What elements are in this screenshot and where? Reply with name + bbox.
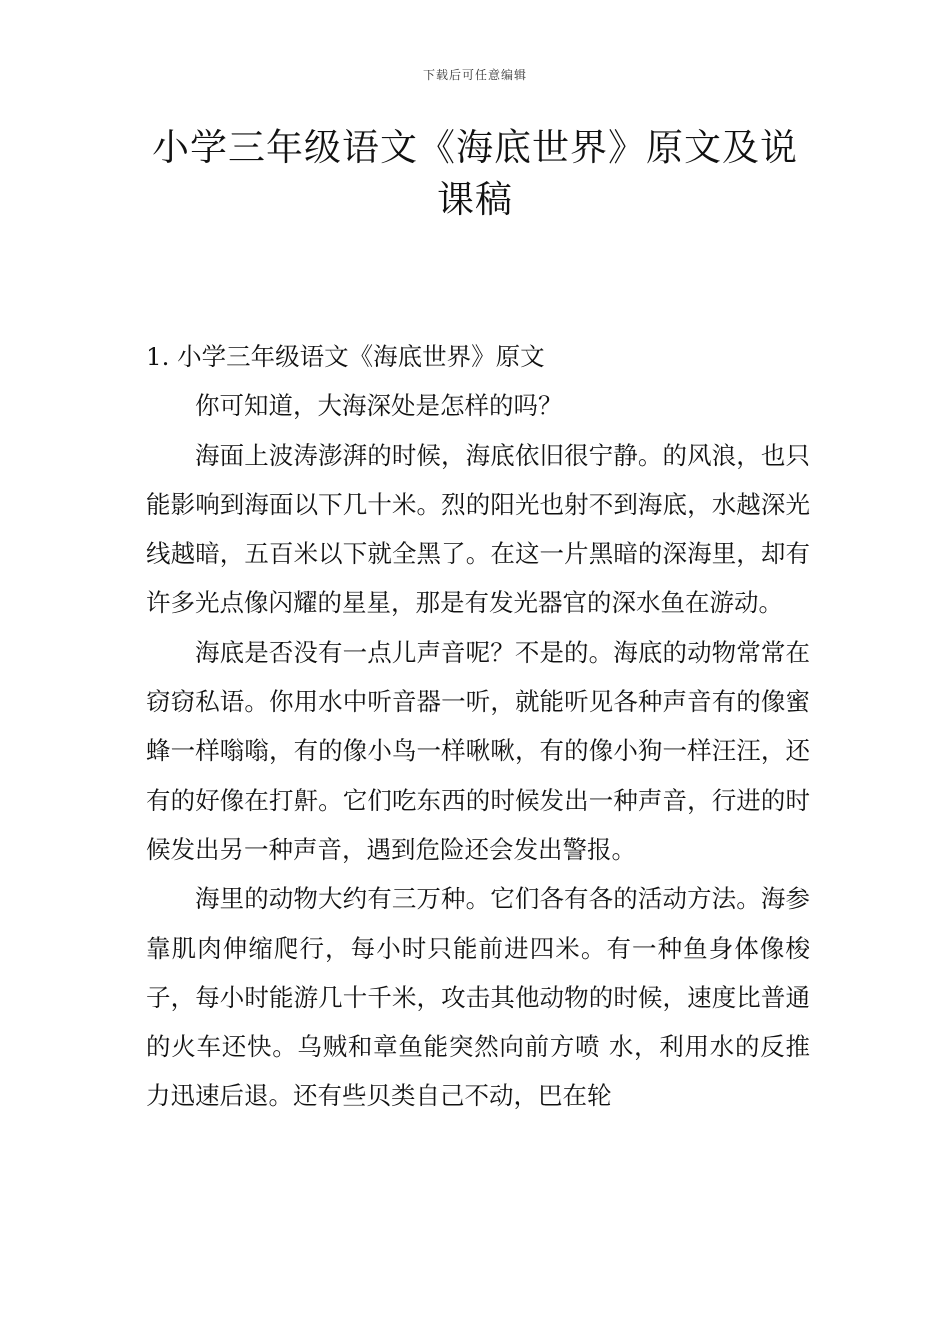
section-heading: 1. 小学三年级语文《海底世界》原文	[146, 342, 545, 371]
document-title: 小学三年级语文《海底世界》原文及说课稿	[152, 126, 798, 221]
download-note: 下载后可任意编辑	[422, 68, 527, 82]
paragraph-intro-question: 你可知道，大海深处是怎样的吗？	[195, 391, 563, 421]
paragraph-deep-sea-sounds: 海底是否没有一点儿声音呢？不是的。海底的动物常常在窃窃私语。你用水中听音器一听，就能听见各种声音有的像蜜蜂一样嗡嗡，有的像小鸟一样啾啾，有的像小狗一样汪汪，还有的好像在打鼾。它们吃东西的时候发出一种声音，行进的时候发出另一种声音，遇到危险还会发出警报。	[146, 637, 810, 864]
document-body	[146, 332, 810, 1121]
paragraph-sea-animals: 海里的动物大约有三万种。它们各有各的活动方法。海参靠肌肉伸缩爬行，每小时只能前进四米。有一种鱼身体像梭子，每小时能游几十千米，攻击其他动物的时候，速度比普通的火车还快。乌贼和章鱼能突然向前方喷 水，利用水的反推力迅速后退。还有些贝类自己不动，巴在轮	[146, 884, 810, 1111]
paragraph-deep-sea-light: 海面上波涛澎湃的时候，海底依旧很宁静。的风浪，也只能影响到海面以下几十米。烈的阳光也射不到海底，水越深光线越暗，五百米以下就全黑了。在这一片黑暗的深海里，却有许多光点像闪耀的星星，那是有发光器官的深水鱼在游动。	[146, 440, 810, 618]
